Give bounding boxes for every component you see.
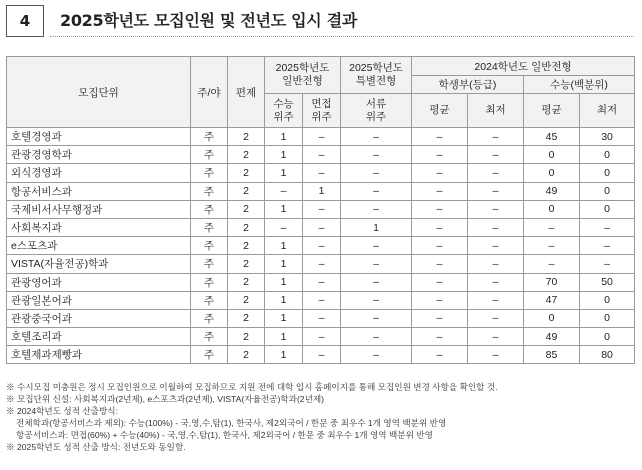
header-record-avg: 평균 — [412, 94, 468, 128]
header-csat: 수능(백분위) — [524, 76, 635, 94]
day-night-cell: 주 — [191, 309, 228, 327]
header-csat-focus: 수능 위주 — [265, 94, 303, 128]
day-night-cell: 주 — [191, 328, 228, 346]
interview-focus-cell: – — [303, 255, 341, 273]
header-day-night: 주/야 — [191, 57, 228, 128]
record-min-cell: – — [468, 346, 524, 364]
document-focus-cell: 1 — [341, 218, 412, 236]
day-night-cell: 주 — [191, 273, 228, 291]
csat-focus-cell: 1 — [265, 291, 303, 309]
record-min-cell: – — [468, 218, 524, 236]
record-avg-cell: – — [412, 328, 468, 346]
note-line: ※ 수시모집 미충원은 정시 모집인원으로 이월하여 모집하므로 지원 전에 대학 입시 홈페이지를 통해 모집인원 변경 사항을 확인할 것. — [6, 382, 498, 392]
record-avg-cell: – — [412, 309, 468, 327]
table-row — [7, 128, 635, 146]
record-avg-cell: – — [412, 255, 468, 273]
document-focus-cell: – — [341, 182, 412, 200]
record-avg-cell: – — [412, 200, 468, 218]
section-header — [6, 5, 634, 39]
csat-focus-cell: 1 — [265, 273, 303, 291]
interview-focus-cell: – — [303, 309, 341, 327]
csat-focus-cell: 1 — [265, 200, 303, 218]
csat-min-cell: 50 — [580, 273, 635, 291]
csat-focus-cell: 1 — [265, 255, 303, 273]
record-min-cell: – — [468, 328, 524, 346]
unit-cell: 사회복지과 — [7, 218, 191, 236]
interview-focus-cell: – — [303, 200, 341, 218]
record-avg-cell: – — [412, 273, 468, 291]
interview-focus-cell: – — [303, 237, 341, 255]
csat-min-cell: – — [580, 237, 635, 255]
interview-focus-cell: – — [303, 128, 341, 146]
record-min-cell: – — [468, 237, 524, 255]
unit-cell: 관광영어과 — [7, 273, 191, 291]
csat-focus-cell: – — [265, 218, 303, 236]
csat-min-cell: 0 — [580, 200, 635, 218]
table-row — [7, 237, 635, 255]
enrollment-cell: 2 — [228, 328, 265, 346]
header-divider — [50, 36, 634, 37]
day-night-cell: 주 — [191, 291, 228, 309]
record-avg-cell: – — [412, 346, 468, 364]
csat-min-cell: 0 — [580, 146, 635, 164]
header-csat-min: 최저 — [580, 94, 635, 128]
unit-cell: 국제비서사무행정과 — [7, 200, 191, 218]
note-line: 전체학과(항공서비스과 제외): 수능(100%) - 국,영,수,탐(1), 한국사, 제2외국어 / 한문 중 최우수 1개 영역 백분위 반영 — [16, 418, 447, 429]
table-row — [7, 200, 635, 218]
header-record-min: 최저 — [468, 94, 524, 128]
csat-focus-cell: 1 — [265, 146, 303, 164]
unit-cell: 외식경영과 — [7, 164, 191, 182]
note-line: ※ 2025학년도 성적 산출 방식: 전년도와 동일함. — [6, 442, 186, 453]
unit-cell: 관광일본어과 — [7, 291, 191, 309]
csat-avg-cell: 0 — [524, 309, 580, 327]
csat-min-cell: 0 — [580, 328, 635, 346]
enrollment-cell: 2 — [228, 200, 265, 218]
header-2025-general: 2025학년도 일반전형 — [265, 57, 341, 94]
record-min-cell: – — [468, 182, 524, 200]
interview-focus-cell: – — [303, 146, 341, 164]
csat-min-cell: 30 — [580, 128, 635, 146]
enrollment-cell: 2 — [228, 128, 265, 146]
table-row — [7, 164, 635, 182]
document-focus-cell: – — [341, 128, 412, 146]
csat-avg-cell: 0 — [524, 164, 580, 182]
day-night-cell: 주 — [191, 200, 228, 218]
table-row — [7, 182, 635, 200]
record-avg-cell: – — [412, 291, 468, 309]
interview-focus-cell: – — [303, 218, 341, 236]
csat-focus-cell: 1 — [265, 164, 303, 182]
csat-min-cell: 0 — [580, 182, 635, 200]
interview-focus-cell: – — [303, 328, 341, 346]
day-night-cell: 주 — [191, 255, 228, 273]
unit-cell: 항공서비스과 — [7, 182, 191, 200]
csat-focus-cell: 1 — [265, 128, 303, 146]
header-document-focus: 서류 위주 — [341, 94, 412, 128]
table-row — [7, 273, 635, 291]
record-avg-cell: – — [412, 237, 468, 255]
csat-avg-cell: 49 — [524, 182, 580, 200]
record-min-cell: – — [468, 128, 524, 146]
csat-avg-cell: – — [524, 237, 580, 255]
enrollment-cell: 2 — [228, 218, 265, 236]
table-row — [7, 346, 635, 364]
enrollment-cell: 2 — [228, 309, 265, 327]
enrollment-cell: 2 — [228, 237, 265, 255]
header-enrollment: 편제 — [228, 57, 265, 128]
csat-min-cell: 0 — [580, 164, 635, 182]
record-min-cell: – — [468, 146, 524, 164]
header-unit: 모집단위 — [7, 57, 191, 128]
document-focus-cell: – — [341, 146, 412, 164]
enrollment-cell: 2 — [228, 255, 265, 273]
day-night-cell: 주 — [191, 346, 228, 364]
record-avg-cell: – — [412, 128, 468, 146]
document-focus-cell: – — [341, 273, 412, 291]
admission-table — [6, 56, 635, 364]
header-2025-special: 2025학년도 특별전형 — [341, 57, 412, 94]
document-focus-cell: – — [341, 200, 412, 218]
interview-focus-cell: – — [303, 164, 341, 182]
csat-min-cell: – — [580, 255, 635, 273]
unit-cell: VISTA(자율전공)학과 — [7, 255, 191, 273]
table-row — [7, 309, 635, 327]
csat-avg-cell: 70 — [524, 273, 580, 291]
csat-avg-cell: 45 — [524, 128, 580, 146]
record-min-cell: – — [468, 200, 524, 218]
record-min-cell: – — [468, 273, 524, 291]
csat-focus-cell: 1 — [265, 328, 303, 346]
table-row — [7, 146, 635, 164]
csat-min-cell: 80 — [580, 346, 635, 364]
document-focus-cell: – — [341, 309, 412, 327]
note-line: ※ 모집단위 신설: 사회복지과(2년제), e스포츠과(2년제), VISTA(자율전공)학과(2년제) — [6, 394, 325, 405]
day-night-cell: 주 — [191, 218, 228, 236]
table-body — [7, 128, 635, 364]
record-min-cell: – — [468, 309, 524, 327]
enrollment-cell: 2 — [228, 164, 265, 182]
record-min-cell: – — [468, 291, 524, 309]
notes-section — [6, 381, 634, 454]
header-2024-general: 2024학년도 일반전형 — [412, 57, 635, 76]
csat-avg-cell: 0 — [524, 146, 580, 164]
unit-cell: 호텔경영과 — [7, 128, 191, 146]
document-focus-cell: – — [341, 346, 412, 364]
csat-min-cell: 0 — [580, 309, 635, 327]
unit-cell: 관광중국어과 — [7, 309, 191, 327]
record-min-cell: – — [468, 255, 524, 273]
record-avg-cell: – — [412, 182, 468, 200]
document-focus-cell: – — [341, 164, 412, 182]
document-focus-cell: – — [341, 255, 412, 273]
day-night-cell: 주 — [191, 164, 228, 182]
table-row — [7, 255, 635, 273]
day-night-cell: 주 — [191, 182, 228, 200]
enrollment-cell: 2 — [228, 273, 265, 291]
csat-focus-cell: 1 — [265, 346, 303, 364]
header-csat-avg: 평균 — [524, 94, 580, 128]
document-focus-cell: – — [341, 328, 412, 346]
csat-focus-cell: 1 — [265, 237, 303, 255]
csat-avg-cell: 85 — [524, 346, 580, 364]
day-night-cell: 주 — [191, 237, 228, 255]
interview-focus-cell: – — [303, 273, 341, 291]
unit-cell: 호텔제과제빵과 — [7, 346, 191, 364]
document-focus-cell: – — [341, 237, 412, 255]
interview-focus-cell: – — [303, 346, 341, 364]
record-min-cell: – — [468, 164, 524, 182]
csat-min-cell: – — [580, 218, 635, 236]
csat-focus-cell: 1 — [265, 309, 303, 327]
document-focus-cell: – — [341, 291, 412, 309]
record-avg-cell: – — [412, 164, 468, 182]
enrollment-cell: 2 — [228, 291, 265, 309]
day-night-cell: 주 — [191, 146, 228, 164]
csat-min-cell: 0 — [580, 291, 635, 309]
interview-focus-cell: – — [303, 291, 341, 309]
unit-cell: 호텔조리과 — [7, 328, 191, 346]
header-interview-focus: 면접 위주 — [303, 94, 341, 128]
csat-avg-cell: – — [524, 255, 580, 273]
note-line: ※ 2024학년도 성적 산출방식: — [6, 406, 118, 417]
header-school-record: 학생부(등급) — [412, 76, 524, 94]
unit-cell: e스포츠과 — [7, 237, 191, 255]
csat-avg-cell: – — [524, 218, 580, 236]
enrollment-cell: 2 — [228, 146, 265, 164]
day-night-cell: 주 — [191, 128, 228, 146]
unit-cell: 관광경영학과 — [7, 146, 191, 164]
interview-focus-cell: 1 — [303, 182, 341, 200]
section-number: 4 — [6, 5, 44, 37]
table-row — [7, 218, 635, 236]
csat-avg-cell: 0 — [524, 200, 580, 218]
page-title: 2025학년도 모집인원 및 전년도 입시 결과 — [60, 11, 358, 30]
table-row — [7, 291, 635, 309]
enrollment-cell: 2 — [228, 182, 265, 200]
record-avg-cell: – — [412, 218, 468, 236]
csat-avg-cell: 49 — [524, 328, 580, 346]
csat-focus-cell: – — [265, 182, 303, 200]
note-line: 항공서비스과: 면접(60%) + 수능(40%) - 국,영,수,탐(1), 한국사, 제2외국어 / 한문 중 최우수 1개 영역 백분위 반영 — [16, 430, 433, 441]
enrollment-cell: 2 — [228, 346, 265, 364]
record-avg-cell: – — [412, 146, 468, 164]
table-row — [7, 328, 635, 346]
csat-avg-cell: 47 — [524, 291, 580, 309]
